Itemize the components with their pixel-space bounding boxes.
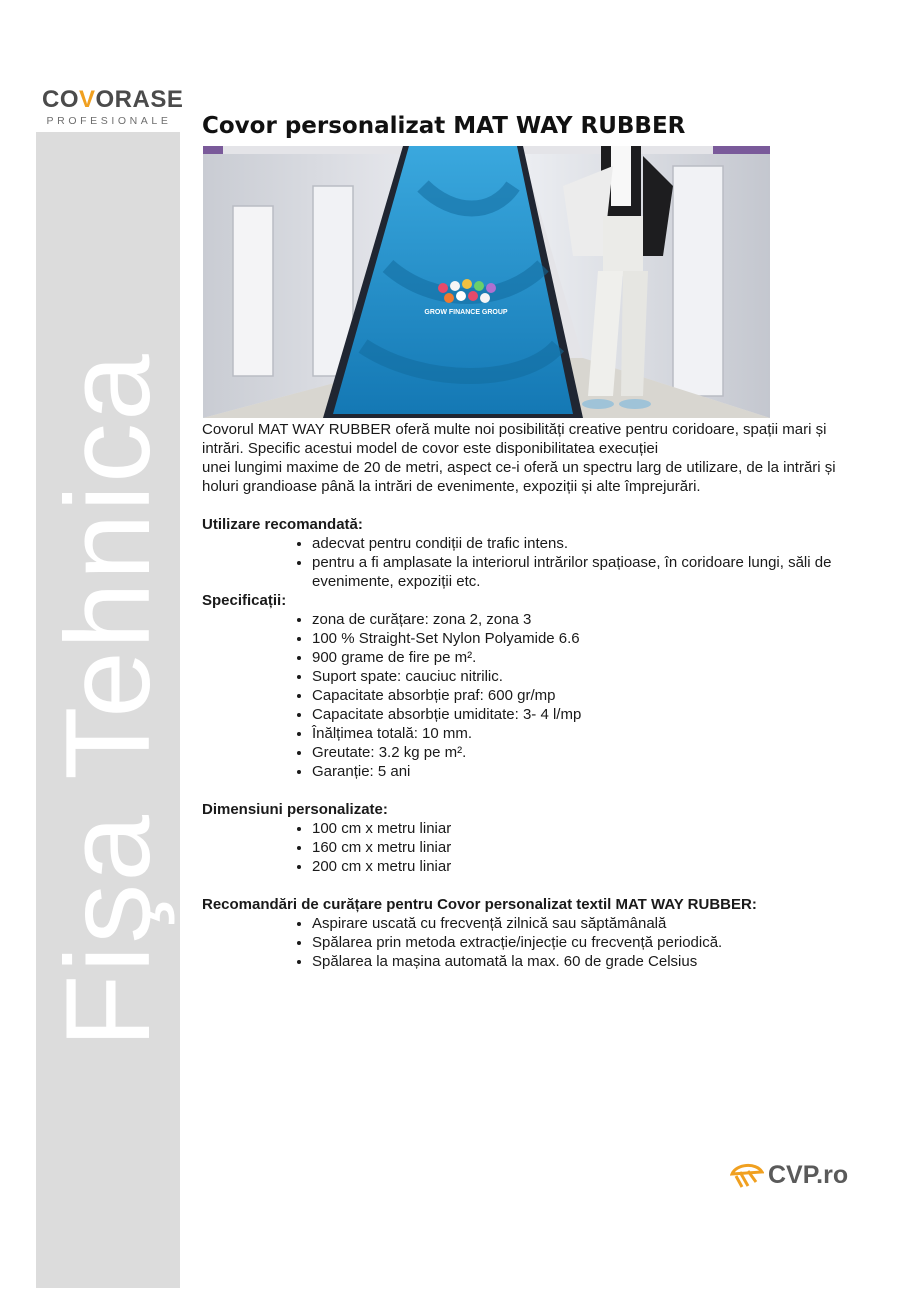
page-title: Covor personalizat MAT WAY RUBBER [202, 113, 686, 139]
side-label: Fişa Tehnica [41, 352, 175, 1048]
specs-list [202, 610, 842, 781]
umbrella-icon [730, 1160, 764, 1190]
list-item: • Suport spate: cauciuc nitrilic. [312, 667, 842, 686]
list-item: • Spălarea la mașina automată la max. 60 de grade Celsius [312, 952, 842, 971]
cvp-logo [730, 1160, 848, 1190]
list-item: • Spălarea prin metoda extracție/injecție cu frecvență periodică. [312, 933, 842, 952]
section-title-specs: Specificații: [202, 592, 287, 609]
list-item: • Aspirare uscată cu frecvență zilnică sau săptămânală [312, 914, 842, 933]
cvp-logo-text: CVP.ro [768, 1160, 849, 1189]
list-item: • 100 % Straight-Set Nylon Polyamide 6.6 [312, 629, 842, 648]
carpet-logo-text: GROW FINANCE GROUP [424, 309, 508, 316]
section-title-cleaning: Recomandări de curățare pentru Covor personalizat textil MAT WAY RUBBER: [202, 896, 757, 913]
list-item: • zona de curățare: zona 2, zona 3 [312, 610, 842, 629]
logo-wordmark: COVORASE [42, 86, 184, 113]
covorase-logo [42, 86, 184, 127]
list-item: • 900 grame de fire pe m². [312, 648, 842, 667]
section-title-usage: Utilizare recomandată: [202, 516, 363, 533]
list-item: • Capacitate absorbție umiditate: 3- 4 l/mp [312, 705, 842, 724]
list-item: • 200 cm x metru liniar [312, 857, 842, 876]
intro-line-1: Covorul MAT WAY RUBBER oferă multe noi posibilități creative pentru coridoare, spații mari și intrări. Specific acestui model de covor este disponibilitatea execuției [202, 421, 827, 457]
intro-paragraph [202, 420, 842, 496]
list-item: • Garanție: 5 ani [312, 762, 842, 781]
content [202, 420, 842, 971]
intro-line-2: unei lungimi maxime de 20 de metri, aspect ce-i oferă un spectru larg de utilizare, de la intrări și holuri grandioase până la intrări de evenimente, expoziții și alte împrejurări. [202, 459, 836, 495]
product-photo [203, 146, 770, 418]
dimensions-list [202, 819, 842, 876]
list-item: • 100 cm x metru liniar [312, 819, 842, 838]
list-item: • Capacitate absorbție praf: 600 gr/mp [312, 686, 842, 705]
corridor-illustration [203, 146, 770, 418]
list-item: • pentru a fi amplasate la interiorul intrărilor spațioase, în coridoare lungi, săli de evenimente, expoziții etc. [312, 553, 842, 591]
cleaning-list [202, 914, 842, 971]
list-item: • adecvat pentru condiții de trafic intens. [312, 534, 842, 553]
list-item: • 160 cm x metru liniar [312, 838, 842, 857]
logo-subtitle: PROFESIONALE [46, 115, 172, 127]
section-title-dimensions: Dimensiuni personalizate: [202, 801, 388, 818]
list-item: • Greutate: 3.2 kg pe m². [312, 743, 842, 762]
list-item: • Înălțimea totală: 10 mm. [312, 724, 842, 743]
usage-list [202, 534, 842, 591]
